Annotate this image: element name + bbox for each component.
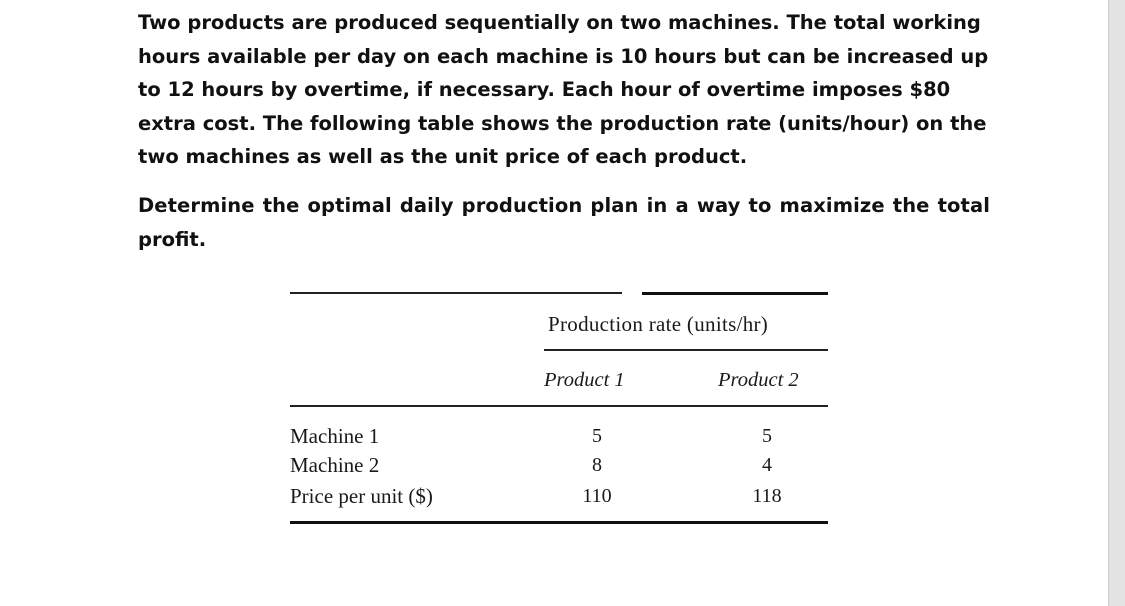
table-cell: 8 — [592, 454, 602, 476]
table-cell: 5 — [592, 425, 602, 447]
table-header-rule — [290, 405, 828, 407]
table-cell: 118 — [752, 485, 782, 507]
table-cell: 110 — [582, 485, 612, 507]
table-top-rule — [290, 292, 622, 294]
column-header-product-1: Product 1 — [544, 369, 625, 391]
table-bottom-rule — [290, 521, 828, 524]
problem-question — [138, 189, 990, 256]
problem-statement: Two products are produced sequentially on two machines. The total working hours available per day on each machine is 10 hours but can be increased up to 12 hours by overtime, if necessary. Each hour of overtime imposes $80 extra cost. The following table shows the production rate (units/hour) on the two machines as well as the unit price of each product. — [138, 11, 989, 169]
table-cell: 4 — [762, 454, 772, 476]
scrollbar[interactable] — [1108, 0, 1125, 606]
table-top-rule-right — [642, 292, 828, 295]
table-group-header: Production rate (units/hr) — [548, 312, 769, 336]
row-label-machine-2: Machine 2 — [290, 453, 380, 477]
production-rate-table — [290, 292, 828, 524]
column-header-product-2: Product 2 — [718, 369, 799, 391]
row-label-price-per-unit: Price per unit ($) — [290, 484, 433, 508]
problem-question-line-2: profit. — [138, 227, 207, 251]
table-group-rule — [544, 349, 828, 351]
problem-question-line-1: Determine the optimal daily production plan in a way to maximize the total — [138, 194, 990, 217]
table-cell: 5 — [762, 425, 772, 447]
row-label-machine-1: Machine 1 — [290, 424, 380, 448]
